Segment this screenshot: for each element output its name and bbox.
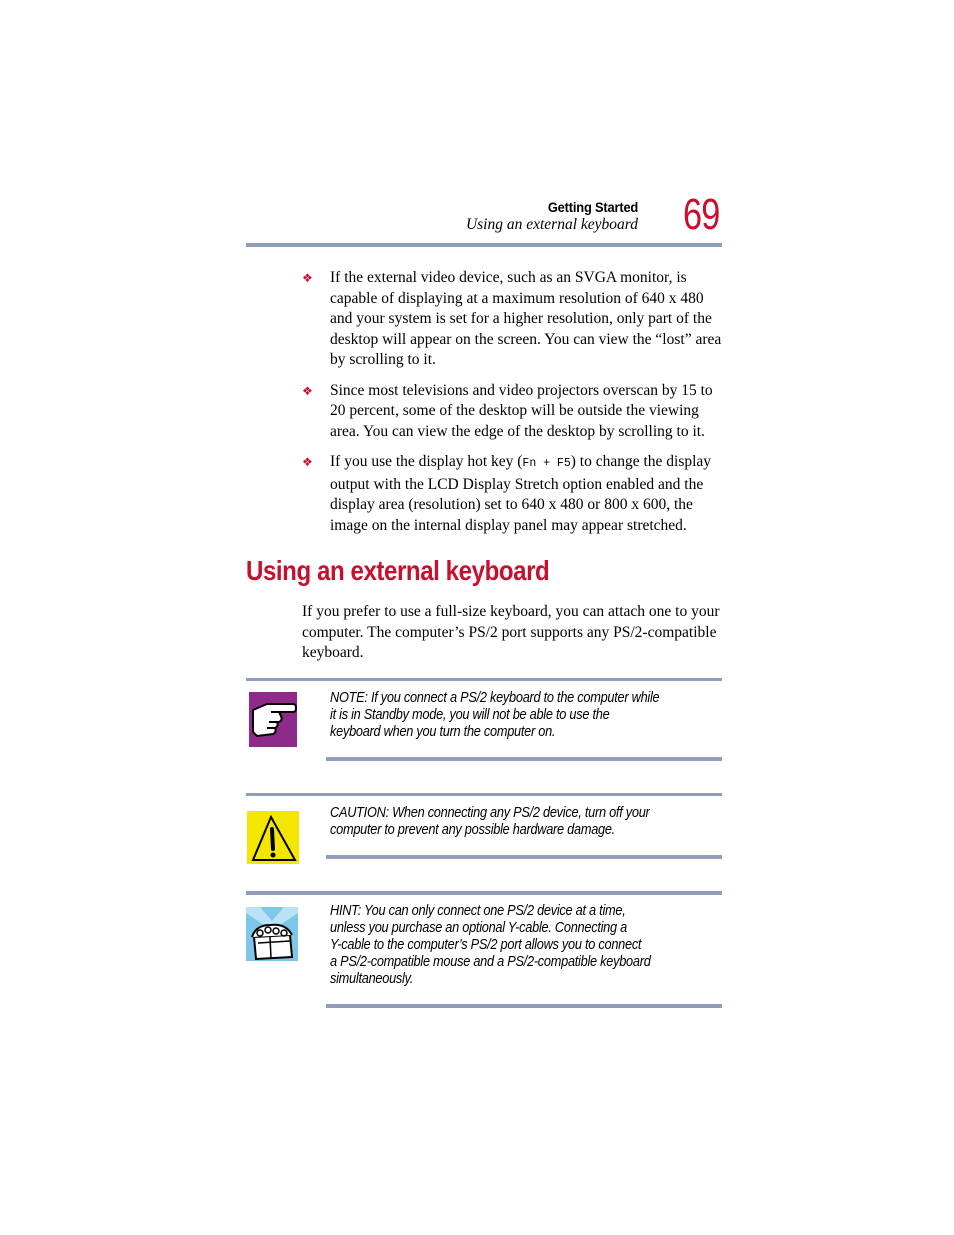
intro-paragraph: If you prefer to use a full-size keyboard, you can attach one to your computer. The computer’s PS/2 port supports any PS/2-compatible keyboard. [302, 603, 720, 661]
bullet-text-before: If you use the display hot key ( [330, 453, 523, 470]
hint-line: HINT: You can only connect one PS/2 device at a time, [330, 903, 626, 919]
page-number: 69 [683, 190, 720, 239]
bullet-item [302, 268, 722, 371]
hint-line: unless you purchase an optional Y-cable. Connecting a [330, 920, 627, 936]
header-rule [246, 243, 722, 247]
note-line: NOTE: If you connect a PS/2 keyboard to the computer while [330, 690, 660, 706]
note-text [330, 690, 717, 741]
caution-bottom-rule [326, 855, 722, 859]
bullet-text-after: ) to change the display output with the LCD Display Stretch option enabled and the display area (resolution) set to 640 x 480 or 800 x 600, the image on the internal display panel may appear stretched. [330, 453, 712, 534]
hint-top-rule [246, 891, 722, 895]
running-header-section: Getting Started [547, 199, 638, 215]
bullet-item [302, 452, 722, 536]
treasure-chest-icon [246, 907, 296, 961]
note-bottom-rule [326, 757, 722, 761]
bullet-list [302, 268, 722, 546]
hint-bottom-rule [326, 1004, 722, 1008]
caution-top-rule [246, 793, 722, 796]
note-line: keyboard when you turn the computer on. [330, 724, 556, 740]
diamond-bullet-icon: ❖ [302, 271, 313, 285]
hint-text [330, 903, 717, 988]
caution-text [330, 805, 717, 839]
pointing-hand-icon [249, 692, 299, 747]
diamond-bullet-icon: ❖ [302, 383, 313, 398]
diamond-bullet-icon: ❖ [302, 455, 313, 469]
note-line: it is in Standby mode, you will not be able to use the [330, 707, 610, 723]
warning-triangle-icon [247, 811, 297, 864]
bullet-text: If the external video device, such as an SVGA monitor, is capable of displaying at a maximum resolution of 640 x 480 and your system is set for a higher resolution, only part of the desktop will appear on the screen. You can view the “lost” area by scrolling to it. [330, 269, 722, 368]
caution-line: CAUTION: When connecting any PS/2 device, turn off your [330, 805, 650, 821]
section-heading: Using an external keyboard [246, 555, 550, 586]
note-top-rule [246, 678, 722, 681]
hint-line: simultaneously. [330, 971, 414, 987]
bullet-item [302, 381, 722, 443]
hint-line: Y-cable to the computer’s PS/2 port allows you to connect [330, 937, 642, 953]
hot-key: Fn + F5 [522, 457, 571, 470]
caution-line: computer to prevent any possible hardware damage. [330, 822, 615, 838]
running-header-subsection: Using an external keyboard [465, 216, 638, 233]
bullet-text: Since most televisions and video projectors overscan by 15 to 20 percent, some of the desktop will be outside the viewing area. You can view the edge of the desktop by scrolling to it. [330, 381, 713, 440]
hint-line: a PS/2-compatible mouse and a PS/2-compatible keyboard [330, 954, 651, 970]
